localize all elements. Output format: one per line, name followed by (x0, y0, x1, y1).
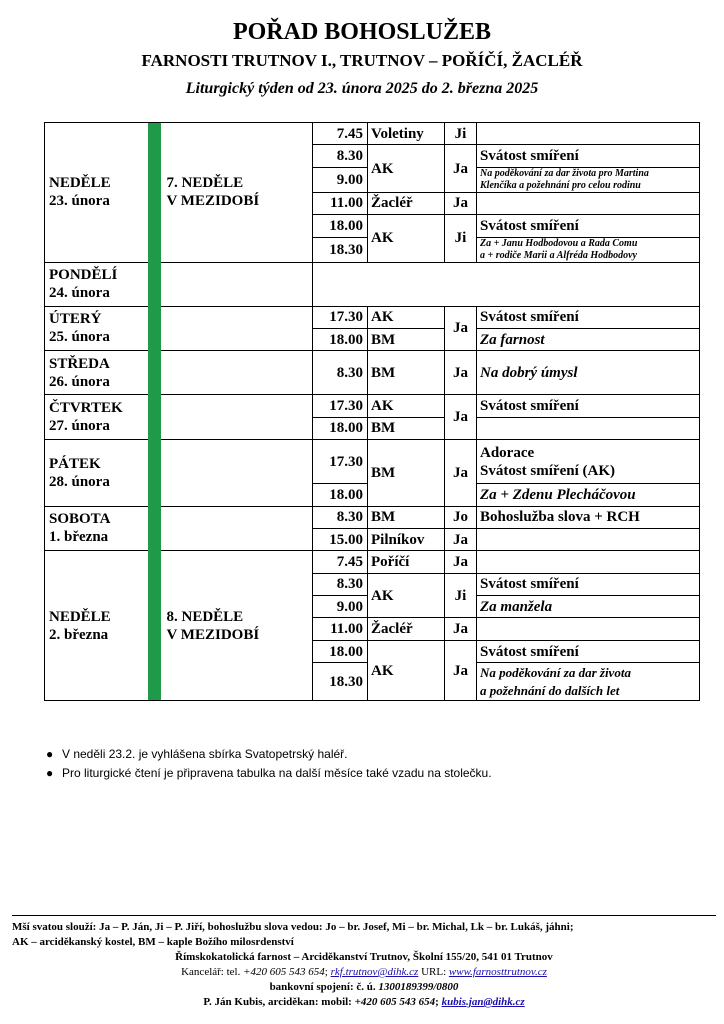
footer-office: Kancelář: tel. +420 605 543 654; rkf.trutnov@dihk.cz URL: www.farnosttrutnov.cz (181, 966, 547, 978)
place: Pilníkov (368, 528, 445, 550)
place: AK (368, 306, 445, 328)
note: Svátost smíření (477, 145, 700, 167)
footer-legend-2: AK – arciděkanský kostel, BM – kaple Božího milosrdenství (12, 936, 294, 948)
priest: Ja (445, 192, 477, 214)
day-date: 1. března (49, 529, 109, 546)
day-date: 23. února (49, 193, 110, 210)
place: AK (368, 145, 445, 192)
priest: Ja (445, 351, 477, 395)
priest: Ja (445, 618, 477, 640)
note: Svátost smíření (477, 640, 700, 662)
note: Svátost smíření (477, 395, 700, 417)
time: 18.00 (313, 417, 368, 439)
place: Voletiny (368, 123, 445, 145)
table-row (45, 351, 700, 395)
place: AK (368, 395, 445, 417)
day-name: NEDĚLE (49, 175, 111, 192)
liturgy-cell-sun2: 8. NEDĚLE V MEZIDOBÍ (161, 551, 313, 701)
day-cell-mon (45, 262, 148, 306)
liturgy-cell (161, 506, 313, 551)
time: 17.30 (313, 306, 368, 328)
time: 8.30 (313, 145, 368, 167)
time: 9.00 (313, 596, 368, 618)
note: Za farnost (477, 328, 700, 350)
note (477, 123, 700, 145)
day-date: 2. března (49, 626, 109, 643)
footer-divider (12, 915, 716, 916)
place: AK (368, 215, 445, 262)
priest: Ja (445, 551, 477, 573)
footer (12, 920, 716, 1010)
priest-email-link[interactable]: kubis.jan@dihk.cz (441, 996, 525, 1008)
time: 7.45 (313, 551, 368, 573)
table-row (45, 306, 700, 328)
priest: Ja (445, 306, 477, 351)
parish-subtitle: FARNOSTI TRUTNOV I., TRUTNOV – POŘÍČÍ, ŽACLÉŘ (141, 51, 583, 70)
day-name: NEDĚLE (49, 608, 111, 625)
time: 8.30 (313, 573, 368, 595)
liturgy-cell (161, 306, 313, 351)
liturgy-cell-sun1: 7. NEDĚLE V MEZIDOBÍ (161, 123, 313, 263)
day-cell-tue (45, 306, 148, 351)
day-cell-sun2 (45, 551, 148, 701)
place: Poříčí (368, 551, 445, 573)
footer-legend-1: Mší svatou slouží: Ja – P. Ján, Ji – P. Jiří, bohoslužbu slova vedou: Jo – br. Josef, Mi – br. Michal, Lk – br. Lukáš, jáhni; (12, 921, 574, 933)
place: BM (368, 351, 445, 395)
time: 15.00 (313, 528, 368, 550)
priest: Ji (445, 123, 477, 145)
note (477, 618, 700, 640)
day-date: 24. února (49, 285, 110, 302)
priest: Ja (445, 440, 477, 506)
time: 18.30 (313, 663, 368, 701)
day-date: 27. února (49, 418, 110, 435)
table-row (45, 551, 700, 573)
priest: Ja (445, 395, 477, 440)
email-link[interactable]: rkf.trutnov@dihk.cz (330, 966, 419, 978)
place: Žacléř (368, 192, 445, 214)
list-item: ● V neděli 23.2. je vyhlášena sbírka Svatopetrský haléř. (46, 747, 348, 761)
liturgy-cell (161, 440, 313, 506)
note (477, 528, 700, 550)
time: 17.30 (313, 440, 368, 484)
day-name: SOBOTA (49, 511, 111, 528)
note: Na poděkování za dar života pro Martina Klenčíka a požehnání pro celou rodinu (477, 167, 700, 192)
table-row (45, 395, 700, 417)
time: 18.00 (313, 640, 368, 662)
place: BM (368, 417, 445, 439)
day-name: PÁTEK (49, 455, 101, 472)
day-cell-wed (45, 351, 148, 395)
time: 11.00 (313, 618, 368, 640)
place: AK (368, 640, 445, 700)
time: 18.00 (313, 215, 368, 237)
note: Svátost smíření (477, 306, 700, 328)
time: 18.30 (313, 237, 368, 262)
note: Adorace Svátost smíření (AK) (477, 440, 700, 484)
footer-priest: P. Ján Kubis, arciděkan: mobil: +420 605 543 654; kubis.jan@dihk.cz (203, 996, 525, 1008)
page-title: POŘAD BOHOSLUŽEB (232, 19, 492, 45)
note: Svátost smíření (477, 573, 700, 595)
priest: Ja (445, 640, 477, 700)
note: Na dobrý úmysl (477, 351, 700, 395)
list-item: ● Pro liturgické čtení je připravena tabulka na další měsíce také vzadu na stolečku. (46, 766, 492, 780)
priest: Ji (445, 215, 477, 262)
liturgy-cell (161, 351, 313, 395)
note: Za manžela (477, 596, 700, 618)
footer-bank: bankovní spojení: č. ú. 1300189399/0800 (269, 981, 459, 993)
place: BM (368, 328, 445, 350)
time: 18.00 (313, 484, 368, 506)
announcements (40, 745, 700, 783)
table-row (45, 506, 700, 528)
note: Za + Zdenu Plecháčovou (477, 484, 700, 506)
table-row (45, 123, 700, 145)
schedule-table (44, 122, 700, 701)
time: 18.00 (313, 328, 368, 350)
priest: Jo (445, 506, 477, 528)
day-name: STŘEDA (49, 355, 110, 372)
place: Žacléř (368, 618, 445, 640)
liturgy-cell (161, 262, 313, 306)
day-cell-fri (45, 440, 148, 506)
priest: Ja (445, 528, 477, 550)
note: Bohoslužba slova + RCH (477, 506, 700, 528)
place: AK (368, 573, 445, 618)
table-row (45, 262, 700, 306)
note (477, 192, 700, 214)
note (477, 551, 700, 573)
time: 8.30 (313, 351, 368, 395)
liturgical-week: Liturgický týden od 23. února 2025 do 2. března 2025 (185, 80, 539, 97)
note: Svátost smíření (477, 215, 700, 237)
footer-parish: Římskokatolická farnost – Arciděkanství Trutnov, Školní 155/20, 541 01 Trutnov (175, 951, 553, 963)
priest: Ji (445, 573, 477, 618)
time: 8.30 (313, 506, 368, 528)
day-cell-thu (45, 395, 148, 440)
day-date: 26. února (49, 373, 110, 390)
day-cell-sun1 (45, 123, 148, 263)
website-link[interactable]: www.farnosttrutnov.cz (448, 966, 547, 978)
liturgy-cell (161, 395, 313, 440)
table-row (45, 440, 700, 484)
time: 9.00 (313, 167, 368, 192)
day-name: PONDĚLÍ (49, 267, 118, 284)
place: BM (368, 440, 445, 506)
place: BM (368, 506, 445, 528)
day-name: ČTVRTEK (49, 400, 123, 417)
day-name: ÚTERÝ (49, 311, 102, 328)
priest: Ja (445, 145, 477, 192)
day-date: 28. února (49, 473, 110, 490)
day-cell-sat (45, 506, 148, 551)
empty-cell (313, 262, 700, 306)
note (477, 417, 700, 439)
time: 17.30 (313, 395, 368, 417)
note: Na poděkování za dar života a požehnání do dalších let (477, 663, 700, 701)
time: 7.45 (313, 123, 368, 145)
day-date: 25. února (49, 329, 110, 346)
time: 11.00 (313, 192, 368, 214)
liturgical-color-bar (148, 123, 161, 701)
note: Za + Janu Hodbodovou a Rada Comu a + rodiče Marii a Alfréda Hodbodovy (477, 237, 700, 262)
